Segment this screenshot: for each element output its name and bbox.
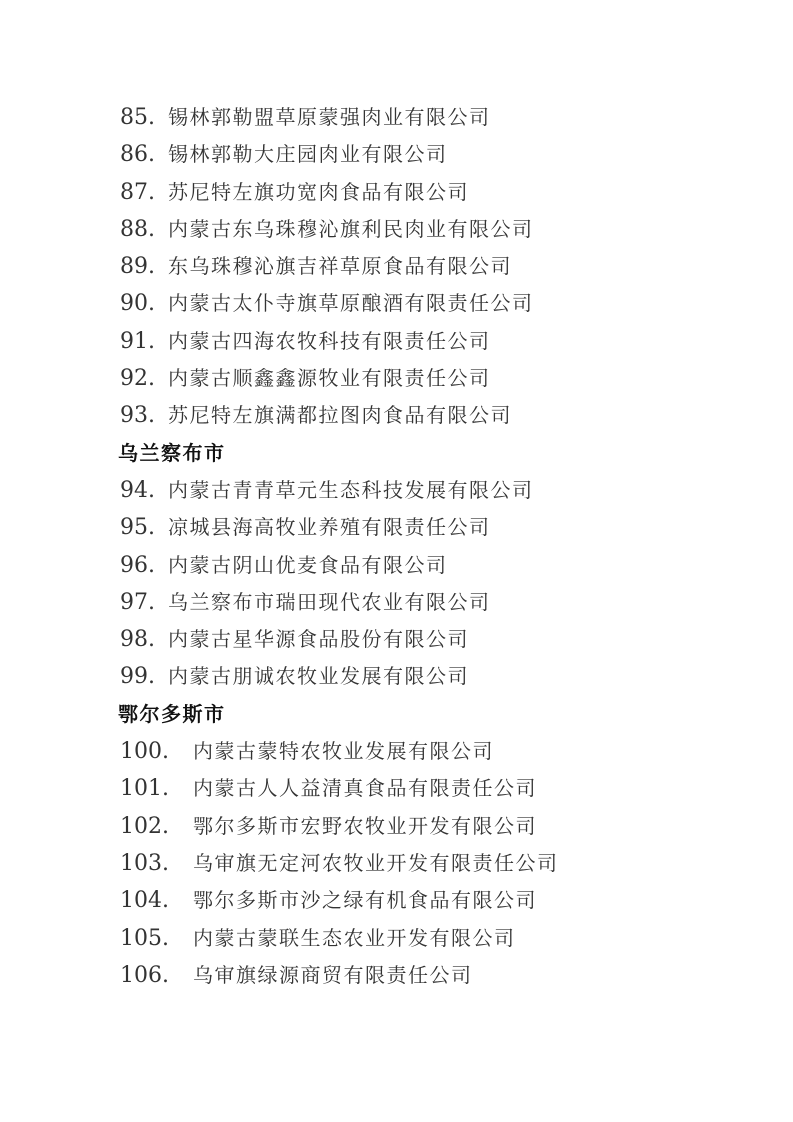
company-name: 内蒙古东乌珠穆沁旗利民肉业有限公司 [168,216,534,241]
list-item [120,882,793,919]
item-number: 94. [120,477,155,503]
company-name: 乌审旗无定河农牧业开发有限责任公司 [193,850,559,875]
company-name: 内蒙古顺鑫鑫源牧业有限责任公司 [168,366,491,391]
list-item [120,770,793,807]
item-number: 98. [120,627,155,653]
item-number: 103. [120,850,169,876]
item-number: 104. [120,888,169,914]
item-number: 87. [120,179,155,205]
item-number: 102. [120,813,169,839]
item-number: 97. [120,589,155,615]
company-name: 鄂尔多斯市宏野农牧业开发有限公司 [193,813,537,838]
list-item [120,920,793,957]
list-item [120,957,793,994]
company-name: 鄂尔多斯市沙之绿有机食品有限公司 [193,888,537,913]
company-name: 锡林郭勒大庄园肉业有限公司 [168,142,448,167]
company-name: 内蒙古人人益清真食品有限责任公司 [193,776,537,801]
list-item [120,509,793,546]
list-item [120,733,793,770]
section-heading [120,435,793,472]
list-item [120,397,793,434]
company-name: 锡林郭勒盟草原蒙强肉业有限公司 [168,105,491,129]
item-number: 105. [120,925,169,951]
company-name: 苏尼特左旗满都拉图肉食品有限公司 [168,403,512,428]
company-name: 苏尼特左旗功宽肉食品有限公司 [168,179,469,204]
item-number: 88. [120,216,155,242]
list-item [120,547,793,584]
item-number: 86. [120,142,155,168]
item-number: 106. [120,962,169,988]
item-number: 95. [120,515,155,541]
list-item [120,248,793,285]
item-number: 96. [120,552,155,578]
item-number: 100. [120,739,169,765]
item-number: 89. [120,254,155,280]
item-number: 91. [120,328,155,354]
company-name: 内蒙古蒙特农牧业发展有限公司 [193,739,494,764]
company-name: 内蒙古四海农牧科技有限责任公司 [168,328,491,353]
item-number: 92. [120,366,155,392]
list-item [120,360,793,397]
company-name: 东乌珠穆沁旗吉祥草原食品有限公司 [168,254,512,279]
company-name: 内蒙古太仆寺旗草原酿酒有限责任公司 [168,291,534,316]
list-item [120,211,793,248]
company-name: 内蒙古朋诚农牧业发展有限公司 [168,664,469,689]
company-name: 乌兰察布市瑞田现代农业有限公司 [168,589,491,614]
list-item [120,808,793,845]
item-number: 90. [120,291,155,317]
company-name: 内蒙古青青草元生态科技发展有限公司 [168,477,534,502]
list-item [120,658,793,695]
company-name: 凉城县海高牧业养殖有限责任公司 [168,515,491,540]
list-item [120,621,793,658]
company-name: 内蒙古星华源食品股份有限公司 [168,627,469,652]
item-number: 101. [120,776,169,802]
company-name: 乌审旗绿源商贸有限责任公司 [193,962,473,987]
company-name: 内蒙古蒙联生态农业开发有限公司 [193,925,516,950]
list-item [120,845,793,882]
item-number: 85. [120,105,155,130]
company-name: 内蒙古阴山优麦食品有限公司 [168,552,448,577]
item-number: 99. [120,664,155,690]
list-item [120,99,793,136]
list-item [120,584,793,621]
list-item [120,136,793,173]
item-number: 93. [120,403,155,429]
list-item [120,174,793,211]
section-heading-text: 乌兰察布市 [118,440,226,465]
section-heading [120,696,793,733]
section-heading-text: 鄂尔多斯市 [118,701,226,726]
list-item [120,285,793,322]
list-item [120,472,793,509]
list-item [120,323,793,360]
